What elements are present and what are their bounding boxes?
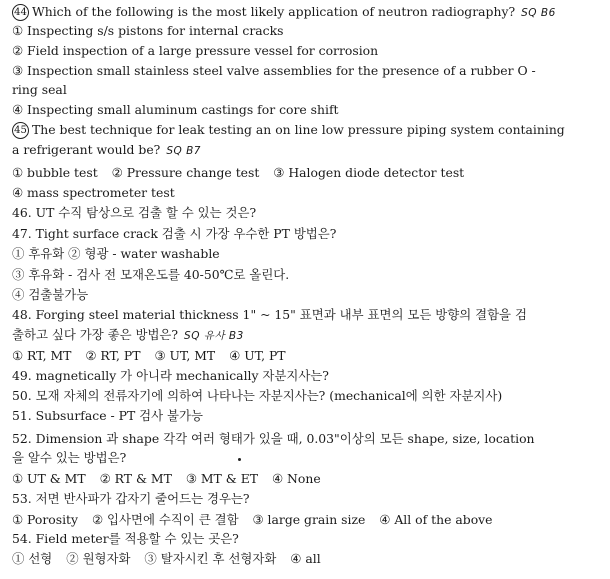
- question-45: [12, 121, 565, 139]
- q45-option-3: ③ Halogen diode detector test: [273, 165, 465, 180]
- question-number-44: 44: [12, 4, 29, 21]
- q54-option-4: ④ all: [290, 551, 321, 566]
- q53-option-2: ② 입사면에 수직이 큰 결함: [91, 512, 239, 527]
- question-49: 49. magnetically 가 아니라 mechanically 자분지사는?: [12, 368, 329, 383]
- q47-option-1-2: ① 후유화 ② 형광 - water washable: [12, 246, 220, 261]
- pen-mark: [238, 458, 241, 461]
- question-44-text: Which of the following is the most likely application of neutron radiography?: [32, 4, 516, 19]
- q52-option-4: ④ None: [271, 471, 321, 486]
- question-44: [12, 3, 556, 22]
- q45-option-2: ② Pressure change test: [111, 165, 260, 180]
- question-51: 51. Subsurface - PT 검사 불가능: [12, 408, 203, 423]
- handwritten-note-45: SQ B7: [166, 145, 201, 157]
- question-48: 48. Forging steel material thickness 1" ~ 15" 표면과 내부 표면의 모든 방향의 결함을 검: [12, 307, 527, 322]
- question-50: 50. 모재 자체의 전류자기에 의하여 나타나는 자분지사는? (mechanical에 의한 자분지사): [12, 388, 503, 403]
- q53-option-1: ① Porosity: [12, 512, 79, 527]
- question-48-cont: [12, 326, 244, 345]
- question-number-45: 45: [12, 122, 29, 139]
- q45-option-4: ④ mass spectrometer test: [12, 185, 175, 200]
- handwritten-note-44: SQ B6: [521, 7, 556, 19]
- question-47: 47. Tight surface crack 검출 시 가장 우수한 PT 방법은?: [12, 226, 337, 241]
- q48-option-2: ② RT, PT: [85, 348, 141, 363]
- q52-option-3: ③ MT & ET: [185, 471, 259, 486]
- q52-option-1: ① UT & MT: [12, 471, 86, 486]
- question-52: 52. Dimension 과 shape 각각 여러 형태가 있을 때, 0.03"이상의 모든 shape, size, location: [12, 431, 535, 446]
- q54-options-row: [12, 550, 331, 568]
- question-46: 46. UT 수직 탐상으로 검출 할 수 있는 것은?: [12, 205, 257, 220]
- q48-option-1: ① RT, MT: [12, 348, 72, 363]
- q54-option-1: ① 선형: [12, 551, 53, 566]
- question-48-text-2: 출하고 싶다 가장 좋은 방법은?: [12, 327, 179, 342]
- handwritten-note-48: SQ 유사 B3: [184, 330, 244, 342]
- q47-option-3: ③ 후유화 - 검사 전 모재온도를 40-50℃로 올린다.: [12, 267, 290, 282]
- q44-option-3-cont: ring seal: [12, 82, 67, 97]
- q54-option-2: ② 원형자화: [66, 551, 131, 566]
- q53-option-4: ④ All of the above: [379, 512, 493, 527]
- q44-option-3: ③ Inspection small stainless steel valve assemblies for the presence of a rubber O -: [12, 63, 536, 78]
- question-52-cont: 을 알수 있는 방법은?: [12, 450, 127, 465]
- q52-options-row: [12, 470, 331, 488]
- q48-options-row: [12, 347, 296, 365]
- question-45-text-2: a refrigerant would be?: [12, 142, 161, 157]
- q45-options-row: [12, 164, 474, 182]
- q44-option-2: ② Field inspection of a large pressure vessel for corrosion: [12, 43, 379, 58]
- q54-option-3: ③ 탈자시킨 후 선형자화: [144, 551, 277, 566]
- q48-option-4: ④ UT, PT: [229, 348, 286, 363]
- q47-option-4: ④ 검출불가능: [12, 287, 89, 302]
- q48-option-3: ③ UT, MT: [154, 348, 216, 363]
- question-45-text: The best technique for leak testing an on line low pressure piping system containing: [32, 122, 565, 137]
- question-53: 53. 저면 반사파가 갑자기 줄어드는 경우는?: [12, 491, 250, 506]
- q44-option-4: ④ Inspecting small aluminum castings for core shift: [12, 102, 339, 117]
- q53-option-3: ③ large grain size: [252, 512, 366, 527]
- q52-option-2: ② RT & MT: [99, 471, 172, 486]
- q44-option-1: ① Inspecting s/s pistons for internal cracks: [12, 23, 284, 38]
- q45-option-1: ① bubble test: [12, 165, 98, 180]
- question-45-cont: [12, 141, 201, 160]
- question-54: 54. Field meter를 적용할 수 있는 곳은?: [12, 531, 239, 546]
- q53-options-row: [12, 511, 502, 529]
